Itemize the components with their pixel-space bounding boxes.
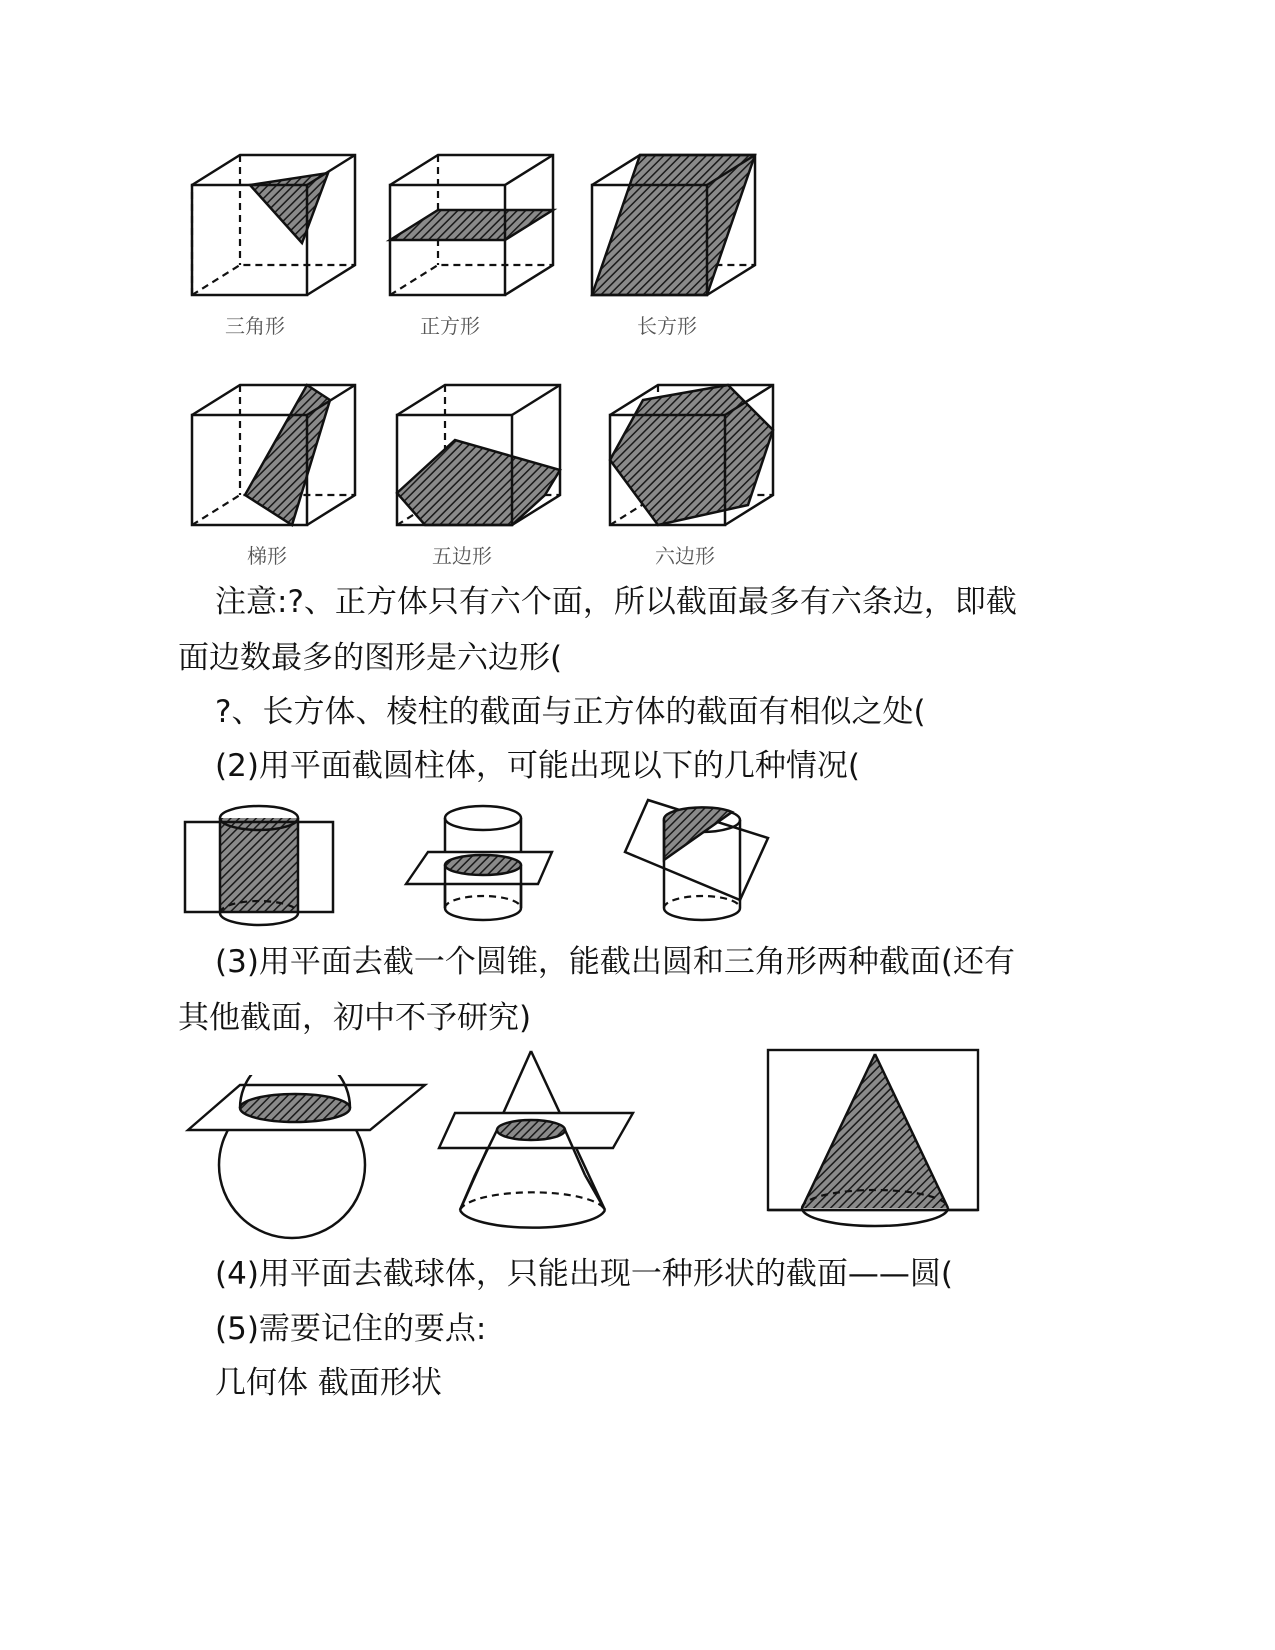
cube-trapezoid-section [180, 375, 370, 535]
key-points-line: (5)需要记住的要点: [215, 1311, 487, 1347]
caption-pentagon: 五边形 [432, 544, 492, 568]
caption-trapezoid: 梯形 [247, 544, 287, 568]
cylinder-circle-section [400, 800, 560, 930]
cube-triangle-section [180, 145, 370, 305]
caption-rectangle: 长方形 [637, 314, 697, 338]
cylinder-vertical-section [180, 800, 340, 930]
note-line-1: 注意:?、正方体只有六个面，所以截面最多有六条边，即截 [215, 584, 1017, 620]
caption-triangle: 三角形 [225, 314, 285, 338]
cube-square-section [378, 145, 568, 305]
caption-hexagon: 六边形 [655, 544, 715, 568]
sphere-circle-section [180, 1075, 430, 1240]
cone-circle-section [435, 1045, 640, 1240]
note-line-2: 面边数最多的图形是六边形( [178, 640, 563, 676]
table-header-line: 几何体 截面形状 [215, 1365, 442, 1401]
cube-rectangle-section [580, 145, 770, 305]
sphere-line: (4)用平面去截球体，只能出现一种形状的截面——圆( [215, 1256, 954, 1292]
cone-line-2: 其他截面，初中不予研究) [178, 1000, 532, 1036]
cone-line-1: (3)用平面去截一个圆锥，能截出圆和三角形两种截面(还有 [215, 944, 1016, 980]
cone-triangle-section [760, 1040, 985, 1240]
cylinder-heading: (2)用平面截圆柱体，可能出现以下的几种情况( [215, 748, 861, 784]
caption-square: 正方形 [420, 314, 480, 338]
cube-hexagon-section [598, 375, 788, 535]
note-2: ?、长方体、棱柱的截面与正方体的截面有相似之处( [215, 694, 926, 730]
cube-pentagon-section [385, 375, 575, 535]
cylinder-oblique-section [620, 790, 780, 930]
